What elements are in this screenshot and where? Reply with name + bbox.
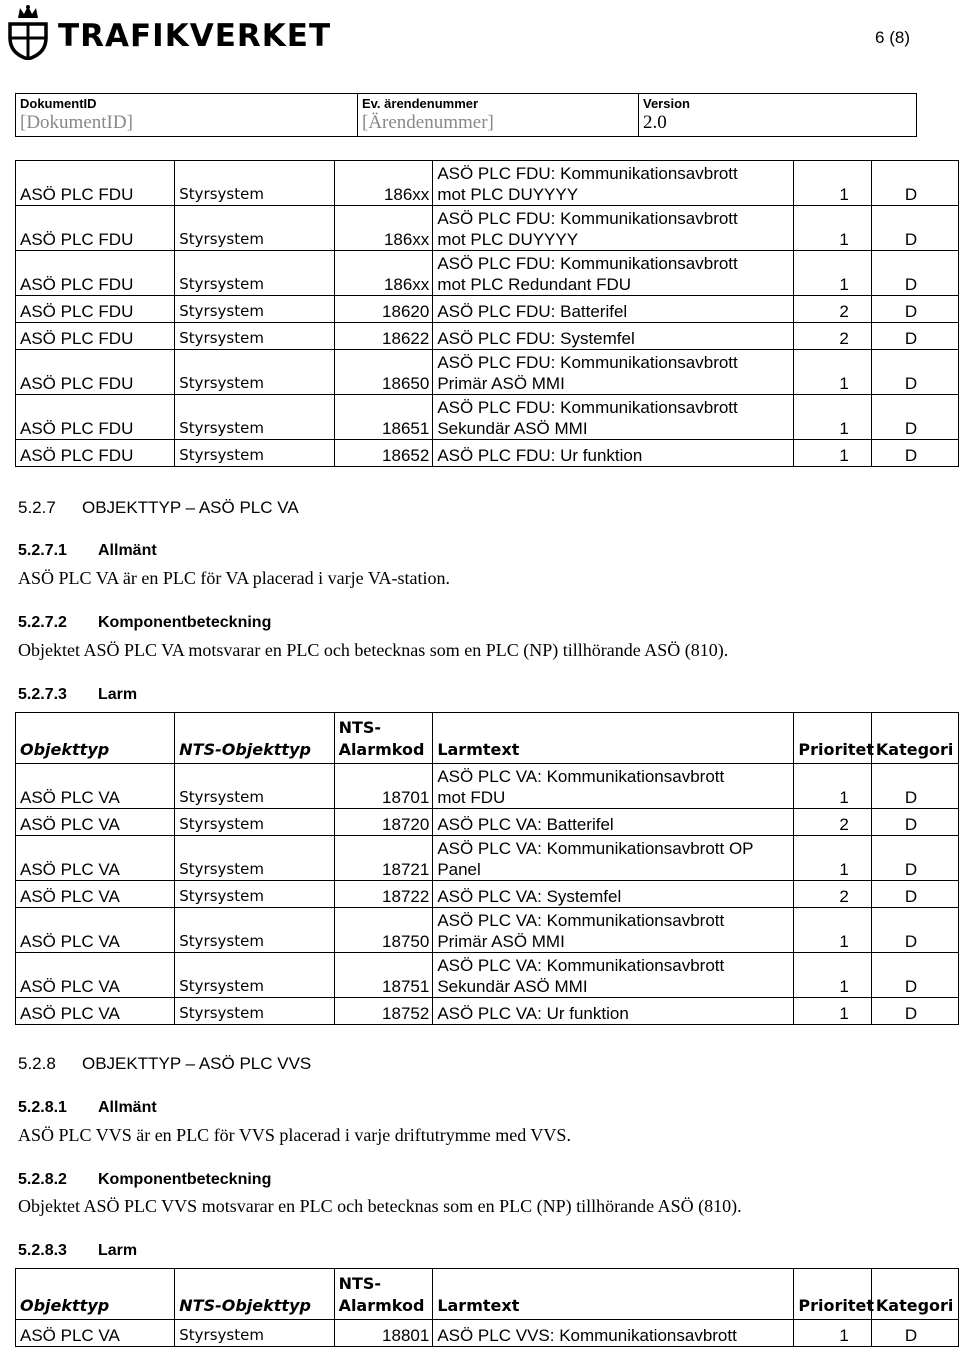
- meta-cell-arendenummer: [358, 94, 639, 137]
- subheading-vvs-larm: [18, 1242, 137, 1260]
- cell-prioritet: 1: [794, 1320, 872, 1347]
- table-row: [16, 323, 959, 350]
- table-row: [16, 350, 959, 395]
- cell-objekttyp: ASÖ PLC FDU: [16, 440, 175, 467]
- table-row: [16, 998, 959, 1025]
- cell-nts-objekttyp: Styrsystem: [175, 296, 334, 323]
- larmtext-line2: Sekundär ASÖ MMI: [437, 977, 588, 996]
- cell-alarmkod: 186xx: [334, 206, 433, 251]
- subheading-va-komponent: [18, 614, 271, 632]
- larmtext-line2: ASÖ PLC FDU: Batterifel: [437, 302, 628, 321]
- cell-larmtext: [433, 251, 794, 296]
- cell-kategori: D: [871, 998, 958, 1025]
- larmtext-line1: ASÖ PLC FDU: Kommunikationsavbrott: [437, 254, 738, 273]
- table-row: [16, 296, 959, 323]
- cell-alarmkod: 18622: [334, 323, 433, 350]
- cell-alarmkod: 18652: [334, 440, 433, 467]
- cell-larmtext: [433, 1320, 794, 1347]
- alarm-table-va: [15, 712, 959, 1025]
- cell-prioritet: 1: [794, 395, 872, 440]
- cell-alarmkod: 18720: [334, 809, 433, 836]
- cell-larmtext: [433, 296, 794, 323]
- cell-prioritet: 1: [794, 908, 872, 953]
- meta-cell-version: [639, 94, 917, 137]
- cell-alarmkod: 18701: [334, 764, 433, 809]
- header-prioritet: Prioritet: [794, 1269, 872, 1320]
- cell-prioritet: 1: [794, 161, 872, 206]
- cell-kategori: D: [871, 323, 958, 350]
- header-nts-alarmkod-line1: NTS-: [338, 718, 382, 737]
- cell-nts-objekttyp: Styrsystem: [175, 809, 334, 836]
- table-header-row: [16, 1269, 959, 1320]
- table-header-row: [16, 713, 959, 764]
- cell-prioritet: 2: [794, 323, 872, 350]
- cell-kategori: D: [871, 350, 958, 395]
- cell-prioritet: 2: [794, 809, 872, 836]
- larmtext-line1: ASÖ PLC VA: Kommunikationsavbrott: [437, 911, 725, 930]
- cell-objekttyp: ASÖ PLC VA: [16, 998, 175, 1025]
- header-nts-alarmkod: [334, 713, 433, 764]
- cell-kategori: D: [871, 908, 958, 953]
- cell-larmtext: [433, 350, 794, 395]
- cell-kategori: D: [871, 440, 958, 467]
- alarm-table-fdu: [15, 160, 959, 467]
- cell-alarmkod: 18752: [334, 998, 433, 1025]
- paragraph-va-komponent: Objektet ASÖ PLC VA motsvarar en PLC och betecknas som en PLC (NP) tillhörande ASÖ (810).: [18, 640, 729, 660]
- larmtext-line2: mot PLC Redundant FDU: [437, 275, 632, 294]
- subheading-number: 5.2.8.2: [18, 1171, 67, 1188]
- cell-objekttyp: ASÖ PLC VA: [16, 908, 175, 953]
- larmtext-line2: ASÖ PLC FDU: Systemfel: [437, 329, 635, 348]
- header-larmtext: Larmtext: [433, 713, 794, 764]
- section-title: OBJEKTTYP – ASÖ PLC VA: [82, 498, 299, 517]
- table-row: [16, 440, 959, 467]
- cell-nts-objekttyp: Styrsystem: [175, 206, 334, 251]
- crown-crest-icon: [6, 4, 50, 60]
- header-objekttyp: Objekttyp: [16, 1269, 175, 1320]
- table-row: [16, 251, 959, 296]
- subheading-number: 5.2.7.1: [18, 542, 67, 559]
- cell-larmtext: [433, 881, 794, 908]
- cell-kategori: D: [871, 953, 958, 998]
- cell-nts-objekttyp: Styrsystem: [175, 998, 334, 1025]
- header-nts-alarmkod-line2: Alarmkod: [338, 1296, 425, 1315]
- table-row: [16, 395, 959, 440]
- cell-objekttyp: ASÖ PLC VA: [16, 1320, 175, 1347]
- subheading-va-larm: [18, 686, 137, 704]
- cell-kategori: D: [871, 395, 958, 440]
- paragraph-va-allmant: ASÖ PLC VA är en PLC för VA placerad i varje VA-station.: [18, 568, 450, 588]
- cell-objekttyp: ASÖ PLC FDU: [16, 350, 175, 395]
- cell-larmtext: [433, 998, 794, 1025]
- section-heading-va: [18, 498, 299, 518]
- cell-nts-objekttyp: Styrsystem: [175, 161, 334, 206]
- cell-alarmkod: 18801: [334, 1320, 433, 1347]
- subheading-title: Komponentbeteckning: [98, 1171, 272, 1188]
- meta-label: DokumentID: [20, 96, 97, 111]
- cell-nts-objekttyp: Styrsystem: [175, 350, 334, 395]
- cell-prioritet: 1: [794, 953, 872, 998]
- larmtext-line2: Panel: [437, 860, 481, 879]
- cell-kategori: D: [871, 206, 958, 251]
- section-number: 5.2.8: [18, 1054, 56, 1073]
- meta-cell-dokumentid: [16, 94, 358, 137]
- section-title: OBJEKTTYP – ASÖ PLC VVS: [82, 1054, 312, 1073]
- larmtext-line2: mot PLC DUYYYY: [437, 230, 579, 249]
- table-row: [16, 881, 959, 908]
- cell-larmtext: [433, 395, 794, 440]
- paragraph-vvs-komponent: Objektet ASÖ PLC VVS motsvarar en PLC och betecknas som en PLC (NP) tillhörande ASÖ (810).: [18, 1196, 742, 1216]
- document-meta-table: [15, 93, 917, 137]
- subheading-number: 5.2.7.2: [18, 614, 67, 631]
- cell-objekttyp: ASÖ PLC FDU: [16, 395, 175, 440]
- larmtext-line2: ASÖ PLC VA: Systemfel: [437, 887, 622, 906]
- header-nts-objekttyp: NTS-Objekttyp: [175, 713, 334, 764]
- larmtext-line2: Primär ASÖ MMI: [437, 374, 565, 393]
- cell-alarmkod: 18651: [334, 395, 433, 440]
- larmtext-line2: ASÖ PLC FDU: Ur funktion: [437, 446, 643, 465]
- cell-kategori: D: [871, 764, 958, 809]
- larmtext-line2: mot FDU: [437, 788, 506, 807]
- cell-nts-objekttyp: Styrsystem: [175, 395, 334, 440]
- meta-value: 2.0: [643, 112, 667, 133]
- trafikverket-logo: [6, 4, 332, 60]
- cell-larmtext: [433, 836, 794, 881]
- cell-nts-objekttyp: Styrsystem: [175, 323, 334, 350]
- larmtext-line1: ASÖ PLC FDU: Kommunikationsavbrott: [437, 164, 738, 183]
- cell-kategori: D: [871, 836, 958, 881]
- cell-alarmkod: 186xx: [334, 161, 433, 206]
- cell-alarmkod: 18620: [334, 296, 433, 323]
- cell-objekttyp: ASÖ PLC VA: [16, 881, 175, 908]
- section-number: 5.2.7: [18, 498, 56, 517]
- larmtext-line2: mot PLC DUYYYY: [437, 185, 579, 204]
- cell-larmtext: [433, 953, 794, 998]
- subheading-number: 5.2.7.3: [18, 686, 67, 703]
- page-number: 6 (8): [875, 28, 910, 47]
- cell-alarmkod: 18722: [334, 881, 433, 908]
- cell-objekttyp: ASÖ PLC FDU: [16, 251, 175, 296]
- cell-alarmkod: 186xx: [334, 251, 433, 296]
- cell-kategori: D: [871, 161, 958, 206]
- table-row: [16, 953, 959, 998]
- cell-prioritet: 1: [794, 998, 872, 1025]
- cell-kategori: D: [871, 1320, 958, 1347]
- cell-prioritet: 2: [794, 881, 872, 908]
- cell-nts-objekttyp: Styrsystem: [175, 836, 334, 881]
- cell-alarmkod: 18751: [334, 953, 433, 998]
- subheading-title: Larm: [98, 686, 138, 703]
- table-row: [16, 206, 959, 251]
- larmtext-line2: Sekundär ASÖ MMI: [437, 419, 588, 438]
- header-nts-objekttyp: NTS-Objekttyp: [175, 1269, 334, 1320]
- paragraph-vvs-allmant: ASÖ PLC VVS är en PLC för VVS placerad i varje driftutrymme med VVS.: [18, 1125, 571, 1145]
- cell-objekttyp: ASÖ PLC VA: [16, 764, 175, 809]
- cell-larmtext: [433, 908, 794, 953]
- cell-objekttyp: ASÖ PLC FDU: [16, 323, 175, 350]
- header-kategori: Kategori: [871, 713, 958, 764]
- table-row: [16, 1320, 959, 1347]
- cell-objekttyp: ASÖ PLC FDU: [16, 206, 175, 251]
- cell-nts-objekttyp: Styrsystem: [175, 881, 334, 908]
- cell-prioritet: 1: [794, 836, 872, 881]
- subheading-vvs-allmant: [18, 1099, 157, 1117]
- larmtext-line1: ASÖ PLC FDU: Kommunikationsavbrott: [437, 209, 738, 228]
- larmtext-line1: ASÖ PLC VA: Kommunikationsavbrott: [437, 956, 725, 975]
- cell-prioritet: 1: [794, 206, 872, 251]
- larmtext-line1: ASÖ PLC VA: Kommunikationsavbrott: [437, 767, 725, 786]
- cell-larmtext: [433, 440, 794, 467]
- header-larmtext: Larmtext: [433, 1269, 794, 1320]
- larmtext-line2: ASÖ PLC VVS: Kommunikationsavbrott: [437, 1326, 737, 1345]
- header-kategori: Kategori: [871, 1269, 958, 1320]
- table-row: [16, 836, 959, 881]
- table-row: [16, 908, 959, 953]
- cell-alarmkod: 18650: [334, 350, 433, 395]
- section-heading-vvs: [18, 1054, 311, 1074]
- larmtext-line2: ASÖ PLC VA: Ur funktion: [437, 1004, 629, 1023]
- cell-objekttyp: ASÖ PLC FDU: [16, 161, 175, 206]
- cell-kategori: D: [871, 296, 958, 323]
- cell-alarmkod: 18750: [334, 908, 433, 953]
- subheading-va-allmant: [18, 542, 157, 560]
- cell-objekttyp: ASÖ PLC VA: [16, 836, 175, 881]
- meta-value: [DokumentID]: [20, 112, 133, 133]
- table-row: [16, 161, 959, 206]
- subheading-title: Larm: [98, 1242, 138, 1259]
- header-nts-alarmkod-line1: NTS-: [338, 1274, 382, 1293]
- meta-label: Ev. ärendenummer: [362, 96, 479, 111]
- subheading-vvs-komponent: [18, 1171, 271, 1189]
- subheading-title: Allmänt: [98, 542, 157, 559]
- subheading-number: 5.2.8.3: [18, 1242, 67, 1259]
- header-objekttyp: Objekttyp: [16, 713, 175, 764]
- cell-nts-objekttyp: Styrsystem: [175, 908, 334, 953]
- cell-prioritet: 1: [794, 764, 872, 809]
- cell-nts-objekttyp: Styrsystem: [175, 1320, 334, 1347]
- alarm-table-vvs: [15, 1268, 959, 1347]
- logo-wordmark: TRAFIKVERKET: [58, 18, 332, 54]
- cell-alarmkod: 18721: [334, 836, 433, 881]
- subheading-title: Komponentbeteckning: [98, 614, 272, 631]
- cell-kategori: D: [871, 809, 958, 836]
- cell-nts-objekttyp: Styrsystem: [175, 953, 334, 998]
- meta-value: [Ärendenummer]: [362, 112, 494, 133]
- table-row: [16, 764, 959, 809]
- cell-nts-objekttyp: Styrsystem: [175, 764, 334, 809]
- cell-objekttyp: ASÖ PLC VA: [16, 953, 175, 998]
- larmtext-line1: ASÖ PLC FDU: Kommunikationsavbrott: [437, 353, 738, 372]
- header-prioritet: Prioritet: [794, 713, 872, 764]
- cell-larmtext: [433, 206, 794, 251]
- header-nts-alarmkod-line2: Alarmkod: [338, 740, 425, 759]
- cell-prioritet: 1: [794, 251, 872, 296]
- cell-objekttyp: ASÖ PLC FDU: [16, 296, 175, 323]
- cell-prioritet: 1: [794, 440, 872, 467]
- cell-kategori: D: [871, 251, 958, 296]
- header-nts-alarmkod: [334, 1269, 433, 1320]
- cell-objekttyp: ASÖ PLC VA: [16, 809, 175, 836]
- cell-larmtext: [433, 323, 794, 350]
- cell-larmtext: [433, 764, 794, 809]
- cell-larmtext: [433, 161, 794, 206]
- subheading-title: Allmänt: [98, 1099, 157, 1116]
- cell-larmtext: [433, 809, 794, 836]
- cell-nts-objekttyp: Styrsystem: [175, 440, 334, 467]
- cell-prioritet: 2: [794, 296, 872, 323]
- cell-kategori: D: [871, 881, 958, 908]
- table-row: [16, 809, 959, 836]
- larmtext-line2: Primär ASÖ MMI: [437, 932, 565, 951]
- cell-prioritet: 1: [794, 350, 872, 395]
- cell-nts-objekttyp: Styrsystem: [175, 251, 334, 296]
- larmtext-line1: ASÖ PLC VA: Kommunikationsavbrott OP: [437, 839, 754, 858]
- larmtext-line1: ASÖ PLC FDU: Kommunikationsavbrott: [437, 398, 738, 417]
- larmtext-line2: ASÖ PLC VA: Batterifel: [437, 815, 614, 834]
- subheading-number: 5.2.8.1: [18, 1099, 67, 1116]
- meta-label: Version: [643, 96, 690, 111]
